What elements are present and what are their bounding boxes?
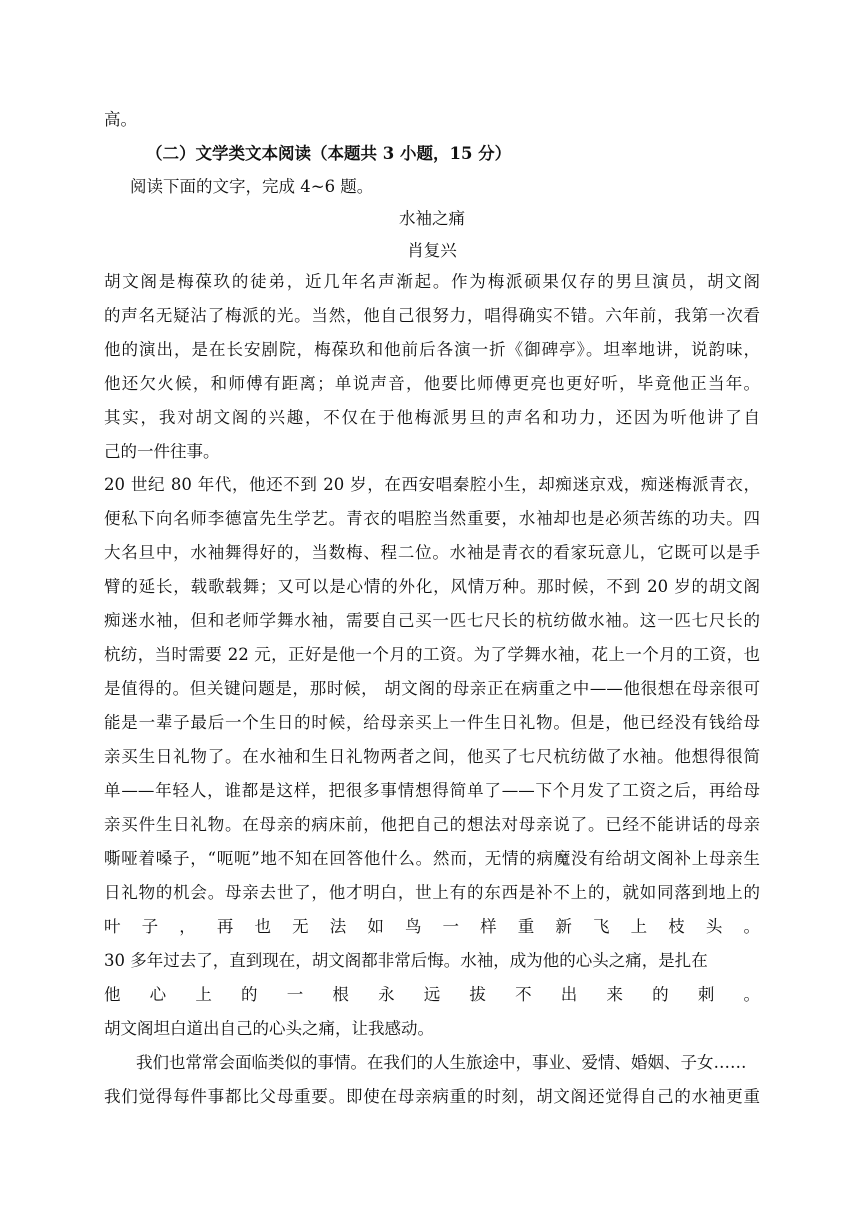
- article-title: 水袖之痛: [399, 209, 465, 228]
- paragraph-line: 单——年轻人，谁都是这样，把很多事情想得简单了——下个月发了工资之后，再给母: [104, 781, 760, 800]
- section-heading: （二）文学类文本阅读（本题共 3 小题，15 分）: [146, 144, 512, 163]
- paragraph-line: 他心上的一根永远拔不出来的刺。: [104, 985, 760, 1004]
- paragraph-line: 的声名无疑沾了梅派的光。当然，他自己很努力，唱得确实不错。六年前，我第一次看: [104, 306, 760, 325]
- paragraph-line: 他的演出，是在长安剧院，梅葆玖和他前后各演一折《御碑亭》。坦率地讲，说韵味，: [104, 340, 760, 359]
- paragraph-line: 他还欠火候，和师傅有距离；单说声音，他要比师傅更亮也更好听，毕竟他正当年。: [104, 374, 760, 393]
- paragraph-line: 杭纺，当时需要 22 元，正好是他一个月的工资。为了学舞水袖，花上一个月的工资，也: [104, 645, 760, 664]
- paragraph-line: 胡文阁是梅葆玖的徒弟，近几年名声渐起。作为梅派硕果仅存的男旦演员，胡文阁: [104, 272, 760, 291]
- paragraph-line: 是值得的。但关键问题是，那时候， 胡文阁的母亲正在病重之中——他很想在母亲很可: [104, 679, 760, 698]
- paragraph-line: 其实，我对胡文阁的兴趣，不仅在于他梅派男旦的声名和功力，还因为听他讲了自: [104, 408, 760, 427]
- paragraph-line: 叶子，再也无法如鸟一样重新飞上枝头。: [104, 917, 760, 936]
- paragraph-line: 我们也常常会面临类似的事情。在我们的人生旅途中，事业、爱情、婚姻、子女……: [136, 1053, 747, 1072]
- paragraph-line: 高。: [104, 110, 137, 129]
- paragraph-line: 便私下向名师李德富先生学艺。青衣的唱腔当然重要，水袖却也是必须苦练的功夫。四: [104, 509, 760, 528]
- paragraph-line: 胡文阁坦白道出自己的心头之痛，让我感动。: [104, 1019, 434, 1038]
- paragraph-line: 日礼物的机会。母亲去世了，他才明白，世上有的东西是补不上的，就如同落到地上的: [104, 883, 760, 902]
- instruction-text: 阅读下面的文字，完成 4~6 题。: [130, 177, 374, 196]
- paragraph-line: 嘶哑着嗓子，“呃呃”地不知在回答他什么。然而，无情的病魔没有给胡文阁补上母亲生: [104, 849, 760, 868]
- paragraph-line: 臂的延长，载歌载舞；又可以是心情的外化，风情万种。那时候，不到 20 岁的胡文阁: [104, 577, 760, 596]
- paragraph-line: 亲买件生日礼物。在母亲的病床前，他把自己的想法对母亲说了。已经不能讲话的母亲: [104, 815, 760, 834]
- paragraph-line: 己的一件往事。: [104, 442, 220, 461]
- paragraph-line: 痴迷水袖，但和老师学舞水袖，需要自己买一匹七尺长的杭纺做水袖。这一匹七尺长的: [104, 611, 760, 630]
- paragraph-line: 我们觉得每件事都比父母重要。即使在母亲病重的时刻，胡文阁还觉得自己的水袖更重: [104, 1087, 760, 1106]
- article-author: 肖复兴: [407, 241, 457, 260]
- paragraph-line: 20 世纪 80 年代，他还不到 20 岁，在西安唱秦腔小生，却痴迷京戏，痴迷梅派青衣，: [104, 475, 760, 494]
- paragraph-line: 能是一辈子最后一个生日的时候，给母亲买上一件生日礼物。但是，他已经没有钱给母: [104, 713, 760, 732]
- paragraph-line: 大名旦中，水袖舞得好的，当数梅、程二位。水袖是青衣的看家玩意儿，它既可以是手: [104, 543, 760, 562]
- paragraph-line: 30 多年过去了，直到现在，胡文阁都非常后悔。水袖，成为他的心头之痛，是扎在: [104, 951, 708, 970]
- paragraph-line: 亲买生日礼物了。在水袖和生日礼物两者之间，他买了七尺杭纺做了水袖。他想得很简: [104, 747, 760, 766]
